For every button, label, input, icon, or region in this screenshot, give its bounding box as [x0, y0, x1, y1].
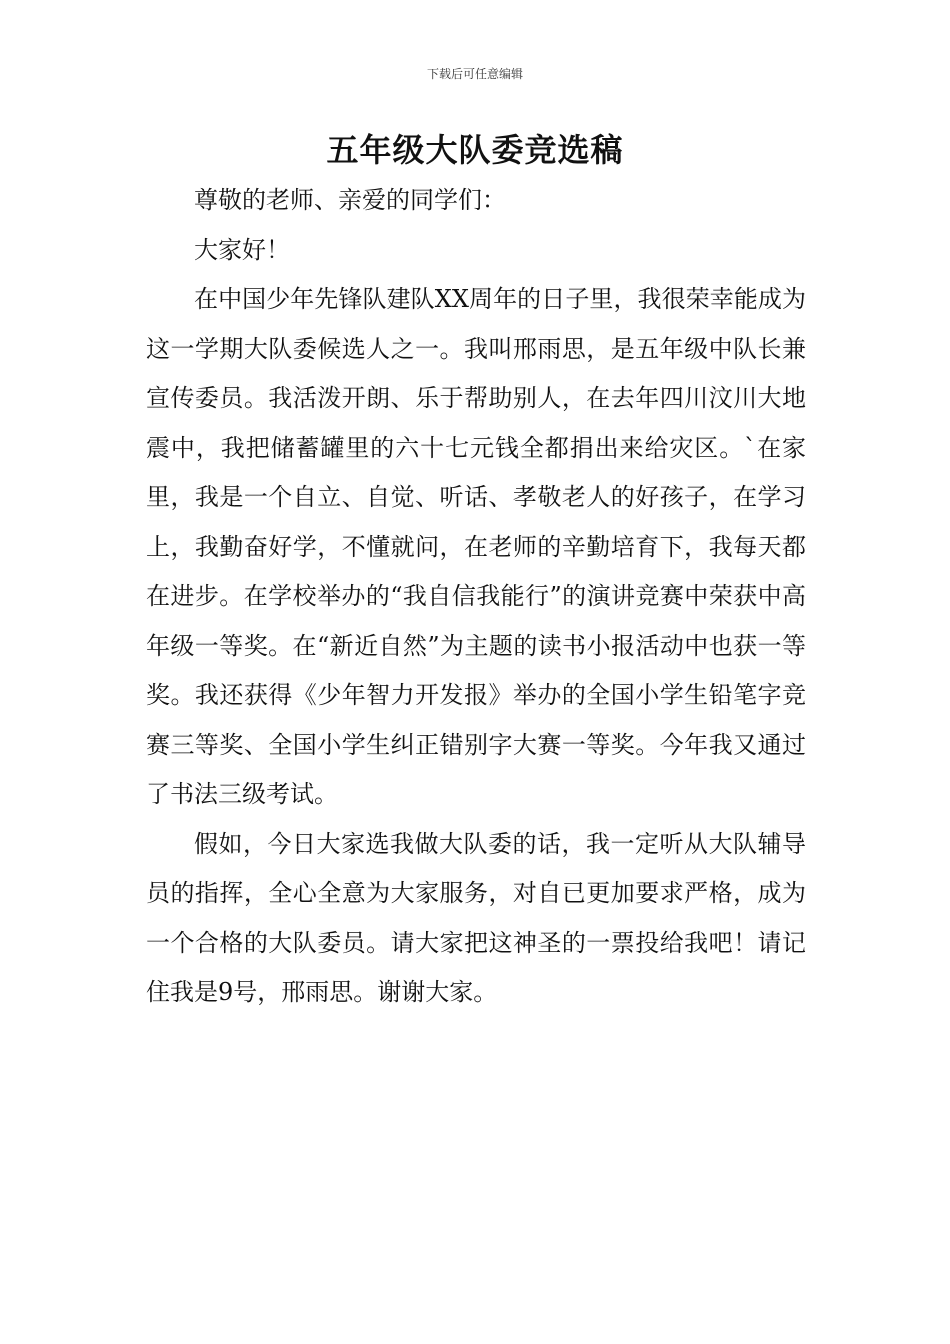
document-body	[146, 176, 806, 1018]
header-note: 下载后可任意编辑	[426, 67, 523, 81]
page-title: 五年级大队委竞选稿	[326, 131, 624, 169]
introduction-paragraph: 在中国少年先锋队建队XX周年的日子里，我很荣幸能成为这一学期大队委候选人之一。我叫邢雨思，是五年级中队长兼宣传委员。我活泼开朗、乐于帮助别人，在去年四川汶川大地震中，我把储蓄罐里的六十七元钱全都捐出来给灾区。`在家里，我是一个自立、自觉、听话、孝敬老人的好孩子，在学习上，我勤奋好学，不懂就问，在老师的辛勤培育下，我每天都在进步。在学校举办的“我自信我能行”的演讲竞赛中荣获中高年级一等奖。在“新近自然”为主题的读书小报活动中也获一等奖。我还获得《少年智力开发报》举办的全国小学生铅笔字竞赛三等奖、全国小学生纠正错别字大赛一等奖。今年我又通过了书法三级考试。	[146, 285, 806, 808]
salutation-paragraph: 尊敬的老师、亲爱的同学们：	[194, 186, 506, 214]
greeting-paragraph: 大家好！	[194, 235, 290, 264]
closing-paragraph: 假如，今日大家选我做大队委的话，我一定听从大队辅导员的指挥，全心全意为大家服务，对自已更加要求严格，成为一个合格的大队委员。请大家把这神圣的一票投给我吧！请记住我是9号，邢雨思。谢谢大家。	[146, 829, 806, 1006]
